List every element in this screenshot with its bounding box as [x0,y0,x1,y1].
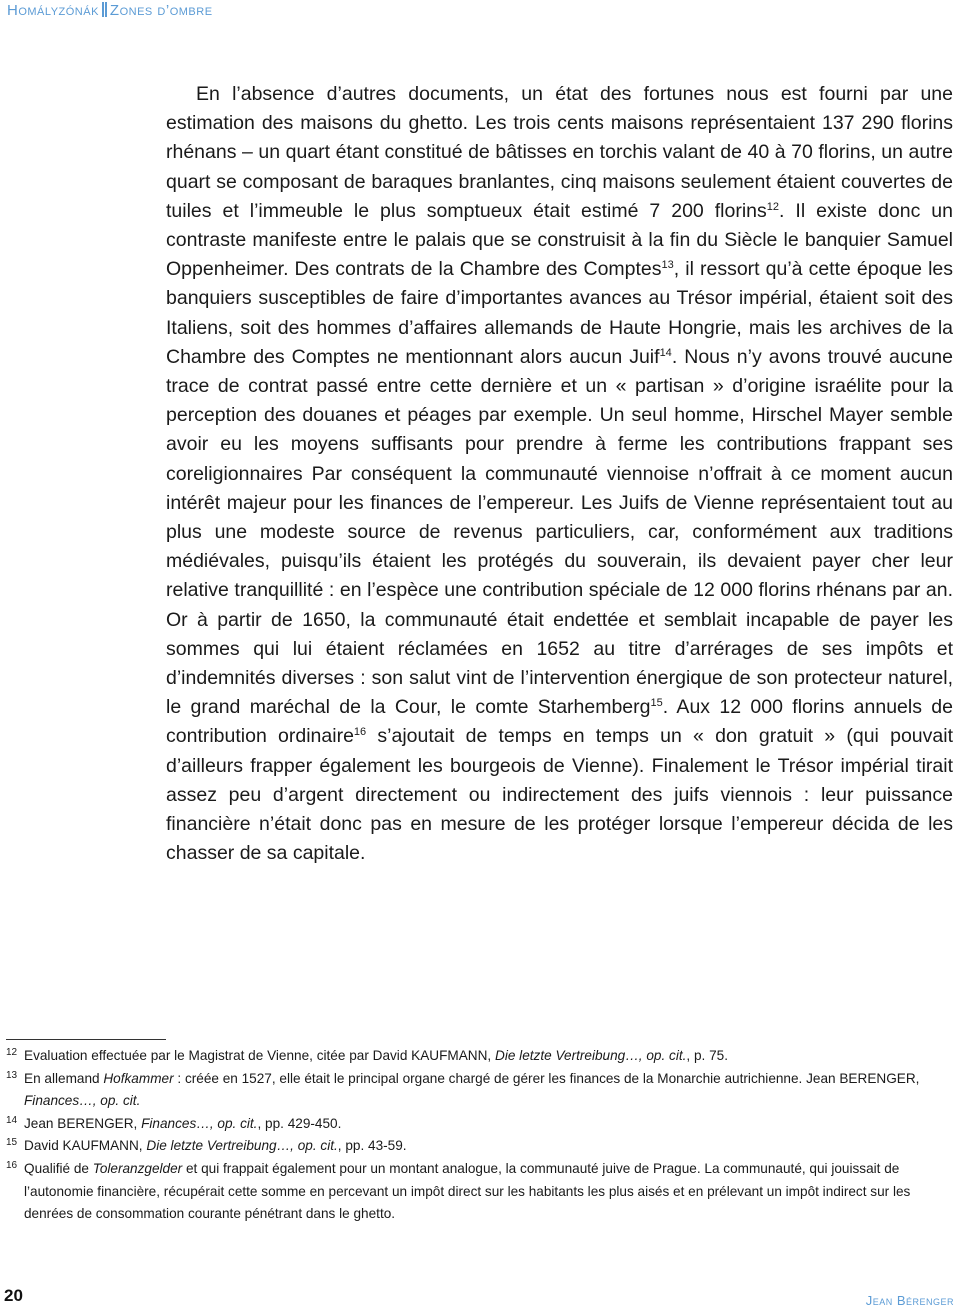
footnote-ref-12[interactable]: 12 [766,200,780,213]
footnote-15 [6,1135,946,1158]
footnote-italic: Toleranzgelder [92,1160,183,1176]
footnote-text: , pp. 429-450. [257,1115,342,1131]
running-footer-author: Jean Bérenger [865,1293,954,1308]
header-right: Zones d’ombre [109,2,213,19]
footnote-ref-14[interactable]: 14 [659,346,672,359]
running-header [7,2,213,19]
footnote-ref-15[interactable]: 15 [650,697,663,710]
footnote-text: : créée en 1527, elle était le principal organe chargé de gérer les finances de la Monarchie autrichienne. Jean BERENGER, [173,1070,920,1086]
footnote-italic: Finances…, op. cit. [24,1093,141,1109]
footnote-number: 14 [6,1114,18,1126]
body-part-2: . Il existe donc un contraste manifeste entre le palais que se construisit à la fin du Siècle le banquier Samuel Oppenheimer. Des contrats de la Chambre des Comptes [166,199,953,281]
footnote-text: David KAUFMANN, [24,1138,147,1154]
footnote-text: , pp. 43-59. [337,1138,407,1154]
body-part-1: En l’absence d’autres documents, un état des fortunes nous est fourni par une estimation des maisons du ghetto. Les trois cents maisons représentaient 137 290 florins rhénans – un quart étant constitué de bâtisses en torchis valant de 40 à 70 florins, un autre quart se composant de baraques branlantes, cinq maisons seulement étaient couvertes de tuiles et l’immeuble le plus somptueux était estimé 7 200 florins [166,83,953,222]
footnote-14 [6,1113,946,1136]
footnote-number: 15 [6,1137,18,1149]
footnote-text: , p. 75. [686,1048,728,1063]
body-part-5: . Aux 12 000 florins annuels de contribution ordinaire [166,696,954,748]
footnote-number: 13 [6,1069,18,1081]
footnote-16 [6,1158,946,1226]
footnote-text: Evaluation effectuée par le Magistrat de Vienne, citée par David KAUFMANN, [24,1048,495,1063]
footnote-text: Jean BERENGER, [24,1115,142,1131]
body-paragraph [166,80,953,868]
footnote-12 [6,1045,946,1068]
footnote-italic: Die letzte Vertreibung…, op. cit. [495,1048,687,1063]
footnote-text: et qui frappait également pour un montant analogue, la communauté juive de Prague. La communauté, qui jouissait de l’autonomie financière, récupérait cette somme en percevant un impôt direct sur les habitants les plus aisés et en prélevant un impôt indirect sur les denrées de consommation courante pénétrant dans le ghetto. [24,1160,911,1222]
footnote-13 [6,1068,946,1113]
footnote-italic: Die letzte Vertreibung…, op. cit. [146,1138,338,1154]
body-part-6: s’ajoutait de temps en temps un « don gratuit » (qui pouvait d’ailleurs frapper également les bourgeois de Vienne). Finalement le Trésor impérial tirait assez peu d’argent directement ou indirectement des juifs viennois : leur puissance financière n’était donc pas en mesure de les protéger lorsque l’empereur décida de les chasser de sa capitale. [166,725,953,865]
footnote-text: Qualifié de [24,1160,93,1176]
footnote-number: 16 [6,1159,18,1171]
header-left: Homályzónák [7,2,99,19]
footnotes [6,1045,946,1226]
footnote-text: En allemand [24,1070,104,1086]
header-separator [102,2,107,17]
footnote-number: 12 [6,1047,18,1058]
footnote-divider [6,1039,166,1040]
page-number: 20 [4,1286,23,1305]
footnote-ref-13[interactable]: 13 [661,259,674,272]
body-part-4: . Nous n’y avons trouvé aucune trace de contrat passé entre cette dernière et un « partisan » d’origine israélite pour la perception des douanes et péages par exemple. Un seul homme, Hirschel Mayer semble avoir eu les moyens suffisants pour prendre à ferme les contributions frappant ses coreligionnaires Par conséquent la communauté viennoise n’offrait à ce moment aucun intérêt majeur pour les finances de l’empereur. Les Juifs de Vienne représentaient tout au plus une modeste source de revenus particuliers, car, conformément aux traditions médiévales, puisqu’ils étaient les protégés du souverain, ils devaient payer cher leur relative tranquillité : en l’espèce une contribution spéciale de 12 000 florins rhénans par an. Or à partir de 1650, la communauté était endettée et semblait incapable de payer les sommes qui lui étaient réclamées en 1652 au titre d’arrérages de ses impôts et d’indemnités diverses : son salut vint de l’intervention énergique de son protecteur naturel, le grand maréchal de la Cour, le comte Starhemberg [166,345,953,719]
footnote-ref-16[interactable]: 16 [353,726,367,739]
body-text [166,80,953,868]
footnote-italic: Hofkammer [103,1070,174,1086]
body-part-3: , il ressort qu’à cette époque les banquiers susceptibles de faire d’importantes avances au Trésor impérial, étaient soit des Italiens, soit des hommes d’affaires allemands de Haute Hongrie, mais les archives de la Chambre des Comptes ne mentionnant alors aucun Juif [166,258,953,368]
footnote-italic: Finances…, op. cit. [141,1115,258,1131]
